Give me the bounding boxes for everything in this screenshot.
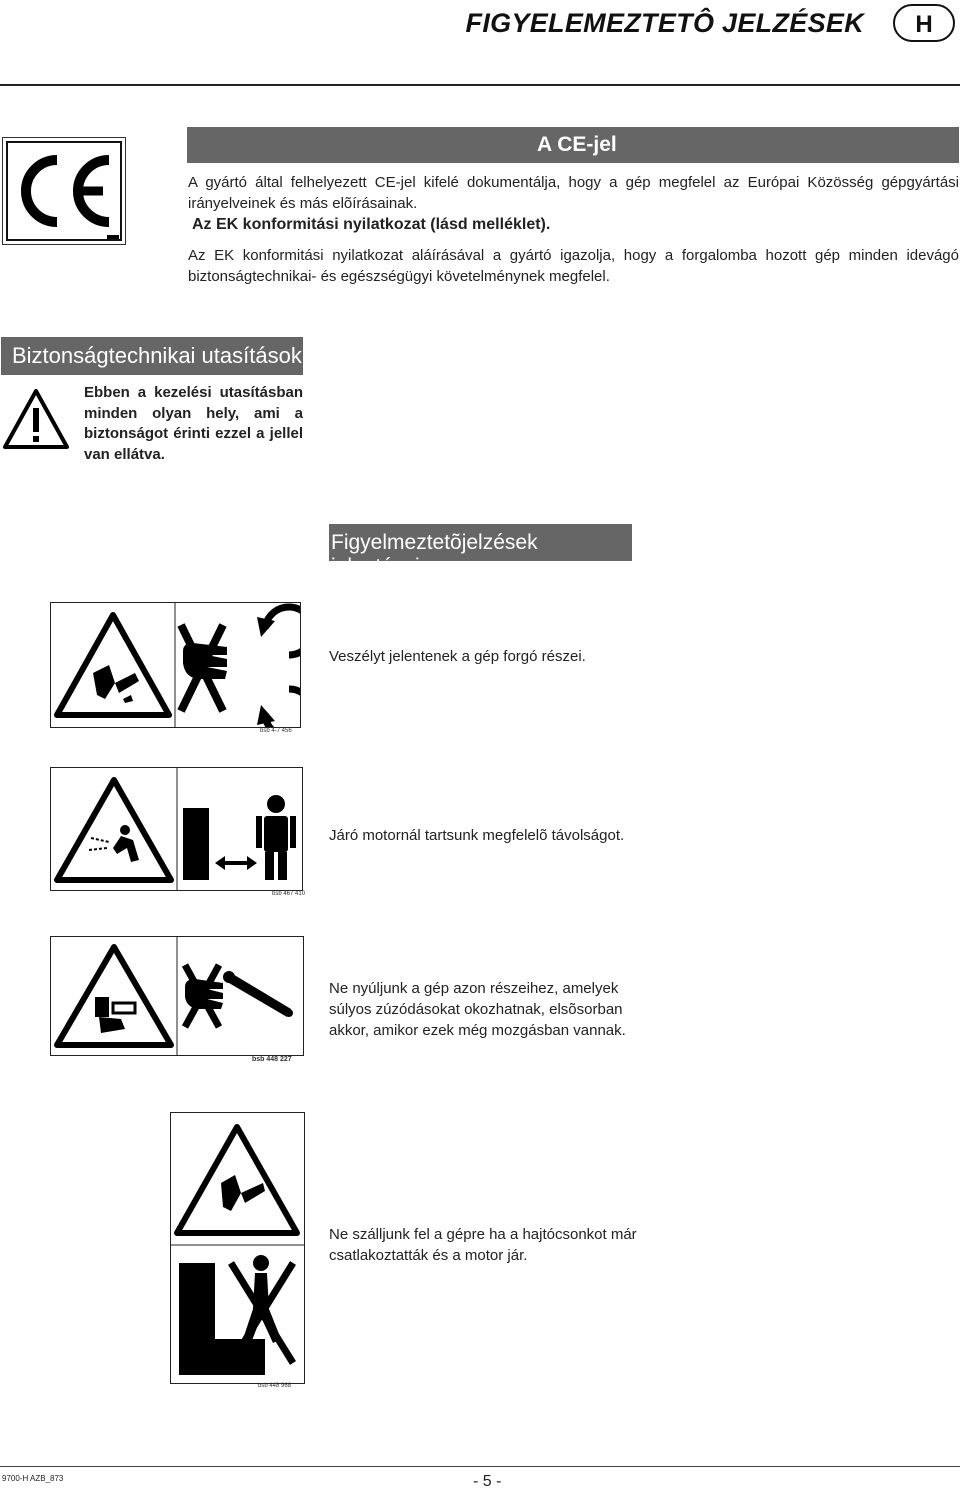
rotating-arrows-icon — [257, 607, 300, 727]
crossed-hand-icon — [185, 965, 223, 1027]
warning-text-3: Ne nyúljunk a gép azon részeihez, amelyek súlyos zúzódásokat okozhatnak, elsõsorban akkor, amikor ezek még mozgásban vannak. — [329, 980, 626, 1039]
ce-subheading: Az EK konformitási nyilatkozat (lásd melléklet). — [192, 216, 551, 233]
sign-code-3: bsb 448 227 — [252, 1056, 292, 1063]
warning-sign-crushing — [50, 936, 304, 1056]
sign-code-2: bsb 467 410 — [272, 891, 306, 897]
sign-code-4: bsb 448 968 — [258, 1383, 292, 1389]
page-number: - 5 - — [473, 1473, 502, 1490]
hazard-triangle-icon — [177, 1127, 297, 1233]
crossed-hand-icon — [181, 625, 227, 711]
language-badge: H — [893, 4, 955, 42]
standing-person-icon — [256, 795, 296, 880]
footer-divider — [0, 1466, 960, 1467]
ce-mark-box — [2, 137, 126, 245]
warning-sign-keep-distance — [50, 767, 303, 891]
warnings-heading: Figyelmeztetõjelzések jelentései — [331, 531, 538, 578]
warning-sign-rotating-parts — [50, 602, 301, 728]
ce-paragraph-1: A gyártó által felhelyezett CE-jel kifelé dokumentálja, hogy a gép megfelel az Európai Közösség gépgyártási irányelveinek és más elõírásainak. — [188, 174, 959, 212]
warning-text-4: Ne szálljunk fel a gépre ha a hajtócsonkot már csatlakoztatták és a motor jár. — [329, 1226, 637, 1264]
ce-heading: A CE-jel — [537, 133, 617, 156]
ce-heading-bar — [187, 127, 959, 163]
safety-heading: Biztonságtechnikai utasítások — [12, 343, 302, 368]
warning-text-2: Járó motornál tartsunk megfelelõ távolságot. — [329, 827, 625, 844]
warning-sign-no-climbing — [170, 1112, 305, 1384]
safety-text: Ebben a kezelési utasításban minden olyan hely, ami a biztonságot érinti ezzel a jellel van ellátva. — [84, 384, 303, 463]
safety-warning-triangle — [2, 388, 70, 450]
warning-text-1: Veszélyt jelentenek a gép forgó részei. — [329, 648, 586, 665]
ce-paragraph-2: Az EK konformitási nyilatkozat aláírásával a gyártó igazolja, hogy a forgalomba hozott gép minden idevágó biztonságtechnikai- és egészségügyi követelménynek megfelel. — [188, 247, 959, 285]
hazard-triangle-icon — [57, 780, 171, 880]
hazard-triangle-icon — [57, 947, 171, 1045]
warnings-heading-bar — [329, 524, 632, 578]
page-header-title: FIGYELEMEZTETÔ JELZÉSEK — [465, 8, 864, 38]
ce-mark-icon — [3, 138, 125, 244]
header-divider — [0, 84, 960, 86]
safety-heading-bar — [1, 337, 303, 375]
sign-code-1: bsb 4-7 456 — [260, 728, 292, 734]
hazard-triangle-icon — [57, 615, 169, 715]
footer-doc-code: 9700-H AZB_873 — [2, 1474, 64, 1483]
distance-arrow-icon — [215, 856, 257, 870]
machine-block-icon — [183, 808, 209, 880]
warning-triangle-icon — [2, 388, 70, 450]
closing-arm-icon — [223, 971, 293, 1017]
